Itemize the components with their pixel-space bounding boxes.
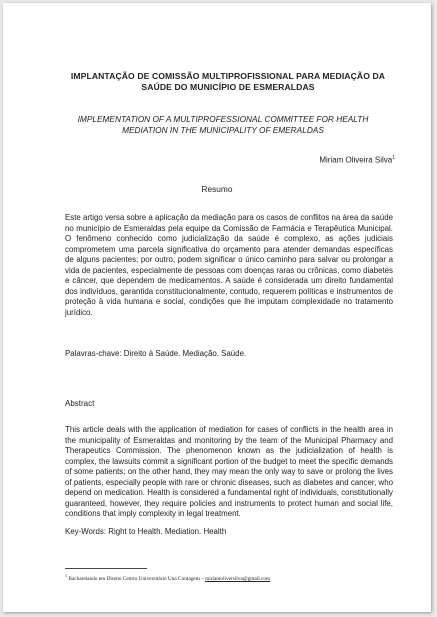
author-line [319,153,395,166]
document-page [3,3,431,612]
resumo-heading: Resumo [201,184,233,194]
key-words: Key-Words: Right to Health. Mediation. Health [65,527,227,536]
footnote-email-link[interactable]: miriamoliversilva@gmail.com [205,575,271,582]
paper-title: IMPLANTAÇÃO DE COMISSÃO MULTIPROFISSIONAL PARA MEDIAÇÃO DA SAÚDE DO MUNICÍPIO DE ESMERALDAS [70,71,386,92]
palavras-chave: Palavras-chave: Direito à Saúde. Mediação. Saúde. [65,349,247,358]
author-name: Miriam Oliveira Silva [319,155,393,165]
abstract-heading: Abstract [65,399,95,408]
paper-subtitle-english: IMPLEMENTATION OF A MULTIPROFESSIONAL COMMITTEE FOR HEALTH MEDIATION IN THE MUNICIPALITY OF EMERALDAS [77,114,369,135]
author-footnote-mark: 1 [392,155,395,161]
footnote [65,572,270,583]
footnote-text: Bacharelando em Direito Centro Universitário Una Contagem – [68,575,206,582]
abstract-paragraph: This article deals with the application of mediation for cases of conflicts in the health area in the municipality of Esmeraldas and monitoring by the team of the Municipal Pharmacy and Therapeutics Commission. The phenomenon known as the judicialization of health is complex, the lawsuits commit a significant portion of the budget to meet the specific demands of some patients; on the other hand, they may mean the only way to save or prolong the lives of patients, especially people with rare or chronic diseases, such as diabetes and cancer, who depend on medication. Health is considered a fundamental right of individuals, constitutionally guaranteed, however, they require policies and instruments to protect human and social life, conditions that imply complexity in legal treatment. [65,425,393,518]
resumo-paragraph: Este artigo versa sobre a aplicação da mediação para os casos de conflitos na área da saúde no município de Esmeraldas pela equipe da Comissão de Farmácia e Terapêutica Municipal. O fenômeno conhecido como judicialização da saúde é complexo, as ações judiciais comprometem uma parcela significativa do orçamento para atender demandas específicas de alguns pacientes; por outro, podem significar o único caminho para salvar ou prolongar a vida de pacientes, especialmente de pessoas com doenças raras ou crônicas, como diabetes e câncer, que dependem de medicamentos. A saúde é considerada um direito fundamental dos indivíduos, garantida constitucionalmente, contudo, requerem políticas e instrumentos de proteção à vida humana e social, condições que lhe imputam complexidade no tratamento jurídico. [65,213,393,317]
footnote-divider [65,568,147,569]
footnote-mark: 1 [65,573,67,578]
